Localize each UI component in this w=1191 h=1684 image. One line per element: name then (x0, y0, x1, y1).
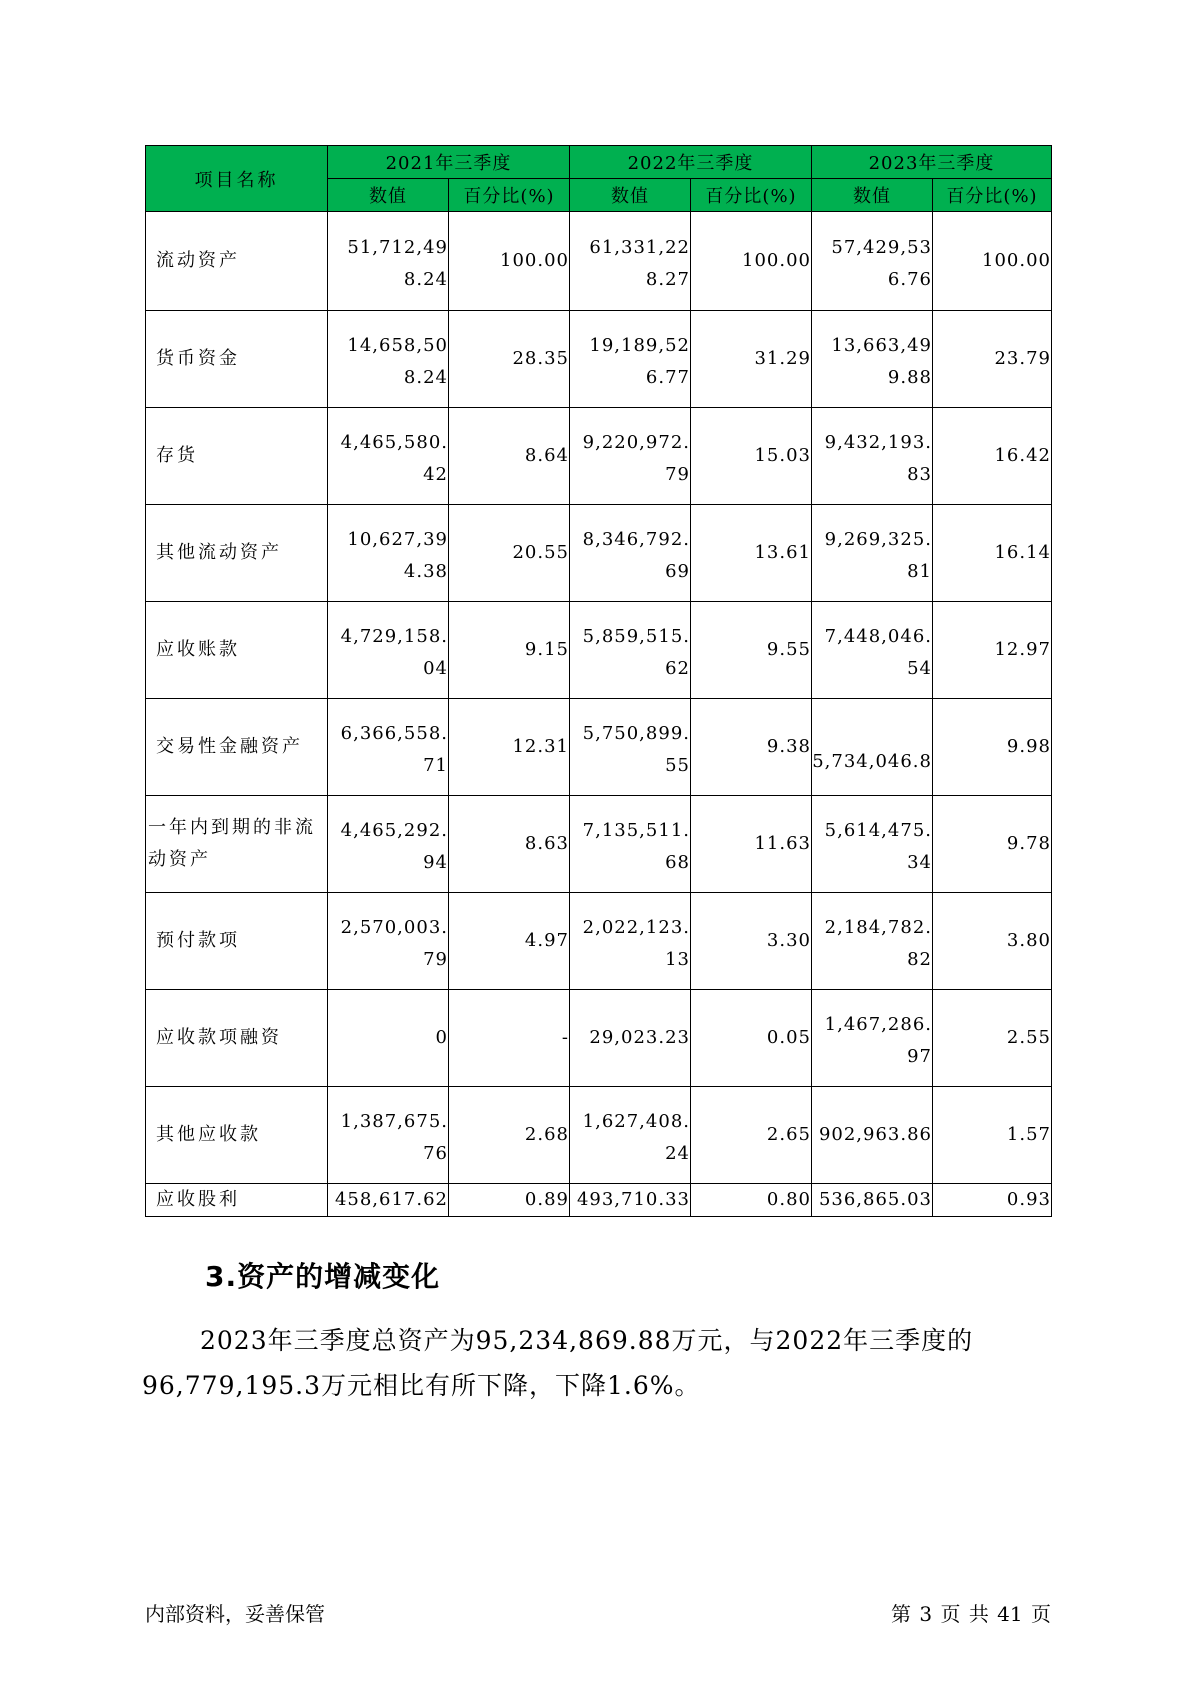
percent-2021: 12.31 (449, 699, 570, 796)
header-percent-2022: 百分比(%) (691, 179, 812, 212)
percent-2023: 9.98 (933, 699, 1052, 796)
percent-2021: 100.00 (449, 212, 570, 311)
percent-2021: 2.68 (449, 1087, 570, 1184)
percent-2021: 28.35 (449, 311, 570, 408)
table-header-row (146, 146, 1052, 179)
value-2023: 13,663,499.88 (812, 311, 933, 408)
percent-2023: 0.93 (933, 1184, 1052, 1217)
percent-2022: 0.05 (691, 990, 812, 1087)
percent-2023: 3.80 (933, 893, 1052, 990)
percent-2023: 12.97 (933, 602, 1052, 699)
table-row (146, 311, 1052, 408)
percent-2021: 4.97 (449, 893, 570, 990)
percent-2022: 11.63 (691, 796, 812, 893)
header-percent-2023: 百分比(%) (933, 179, 1052, 212)
row-name: 预付款项 (146, 893, 328, 990)
table-row (146, 893, 1052, 990)
row-name: 应收股利 (146, 1184, 328, 1217)
table-row (146, 990, 1052, 1087)
row-name: 流动资产 (146, 212, 328, 311)
table-row (146, 1087, 1052, 1184)
percent-2022: 2.65 (691, 1087, 812, 1184)
table-row (146, 699, 1052, 796)
header-period-2023: 2023年三季度 (812, 146, 1052, 179)
percent-2023: 9.78 (933, 796, 1052, 893)
value-2022: 19,189,526.77 (570, 311, 691, 408)
percent-2022: 13.61 (691, 505, 812, 602)
value-2022: 5,750,899.55 (570, 699, 691, 796)
footer-confidential-note: 内部资料，妥善保管 (145, 1602, 325, 1626)
value-2021: 4,465,580.42 (328, 408, 449, 505)
table-row (146, 408, 1052, 505)
value-2021: 1,387,675.76 (328, 1087, 449, 1184)
value-2023: 5,734,046.8 (812, 699, 933, 796)
percent-2023: 16.14 (933, 505, 1052, 602)
percent-2022: 15.03 (691, 408, 812, 505)
row-name: 应收账款 (146, 602, 328, 699)
value-2021: 2,570,003.79 (328, 893, 449, 990)
section-paragraph: 2023年三季度总资产为95,234,869.88万元，与2022年三季度的96,779,195.3万元相比有所下降，下降1.6%。 (142, 1326, 974, 1400)
value-2022: 493,710.33 (570, 1184, 691, 1217)
percent-2021: - (449, 990, 570, 1087)
value-2022: 5,859,515.62 (570, 602, 691, 699)
percent-2021: 0.89 (449, 1184, 570, 1217)
value-2021: 10,627,394.38 (328, 505, 449, 602)
value-2021: 14,658,508.24 (328, 311, 449, 408)
value-2023: 57,429,536.76 (812, 212, 933, 311)
percent-2022: 9.38 (691, 699, 812, 796)
value-2022: 8,346,792.69 (570, 505, 691, 602)
section-heading: 3.资产的增减变化 (205, 1260, 441, 1293)
value-2022: 61,331,228.27 (570, 212, 691, 311)
value-2023: 902,963.86 (812, 1087, 933, 1184)
percent-2021: 20.55 (449, 505, 570, 602)
header-value-2021: 数值 (328, 179, 449, 212)
value-2021: 458,617.62 (328, 1184, 449, 1217)
value-2022: 9,220,972.79 (570, 408, 691, 505)
row-name: 一年内到期的非流动资产 (146, 796, 328, 893)
value-2023: 9,432,193.83 (812, 408, 933, 505)
value-2021: 6,366,558.71 (328, 699, 449, 796)
percent-2021: 8.64 (449, 408, 570, 505)
percent-2022: 3.30 (691, 893, 812, 990)
value-2023: 1,467,286.97 (812, 990, 933, 1087)
value-2023: 9,269,325.81 (812, 505, 933, 602)
value-2023: 536,865.03 (812, 1184, 933, 1217)
percent-2022: 31.29 (691, 311, 812, 408)
table-row (146, 796, 1052, 893)
row-name: 其他应收款 (146, 1087, 328, 1184)
value-2021: 0 (328, 990, 449, 1087)
value-2021: 4,465,292.94 (328, 796, 449, 893)
value-2022: 29,023.23 (570, 990, 691, 1087)
value-2023: 7,448,046.54 (812, 602, 933, 699)
percent-2023: 2.55 (933, 990, 1052, 1087)
value-2022: 1,627,408.24 (570, 1087, 691, 1184)
percent-2023: 1.57 (933, 1087, 1052, 1184)
header-item-name: 项目名称 (146, 146, 328, 212)
percent-2021: 8.63 (449, 796, 570, 893)
row-name: 存货 (146, 408, 328, 505)
percent-2023: 23.79 (933, 311, 1052, 408)
asset-structure-table (145, 145, 1052, 1217)
value-2022: 2,022,123.13 (570, 893, 691, 990)
header-value-2023: 数值 (812, 179, 933, 212)
header-period-2022: 2022年三季度 (570, 146, 812, 179)
percent-2023: 16.42 (933, 408, 1052, 505)
table-row (146, 505, 1052, 602)
header-period-2021: 2021年三季度 (328, 146, 570, 179)
table-row (146, 1184, 1052, 1217)
value-2021: 4,729,158.04 (328, 602, 449, 699)
table-row (146, 212, 1052, 311)
header-percent-2021: 百分比(%) (449, 179, 570, 212)
percent-2021: 9.15 (449, 602, 570, 699)
footer-page-number: 第 3 页 共 41 页 (891, 1602, 1051, 1626)
row-name: 其他流动资产 (146, 505, 328, 602)
percent-2023: 100.00 (933, 212, 1052, 311)
row-name: 交易性金融资产 (146, 699, 328, 796)
percent-2022: 100.00 (691, 212, 812, 311)
value-2023: 2,184,782.82 (812, 893, 933, 990)
row-name: 应收款项融资 (146, 990, 328, 1087)
value-2023: 5,614,475.34 (812, 796, 933, 893)
row-name: 货币资金 (146, 311, 328, 408)
header-value-2022: 数值 (570, 179, 691, 212)
percent-2022: 9.55 (691, 602, 812, 699)
value-2021: 51,712,498.24 (328, 212, 449, 311)
value-2022: 7,135,511.68 (570, 796, 691, 893)
table-row (146, 602, 1052, 699)
percent-2022: 0.80 (691, 1184, 812, 1217)
